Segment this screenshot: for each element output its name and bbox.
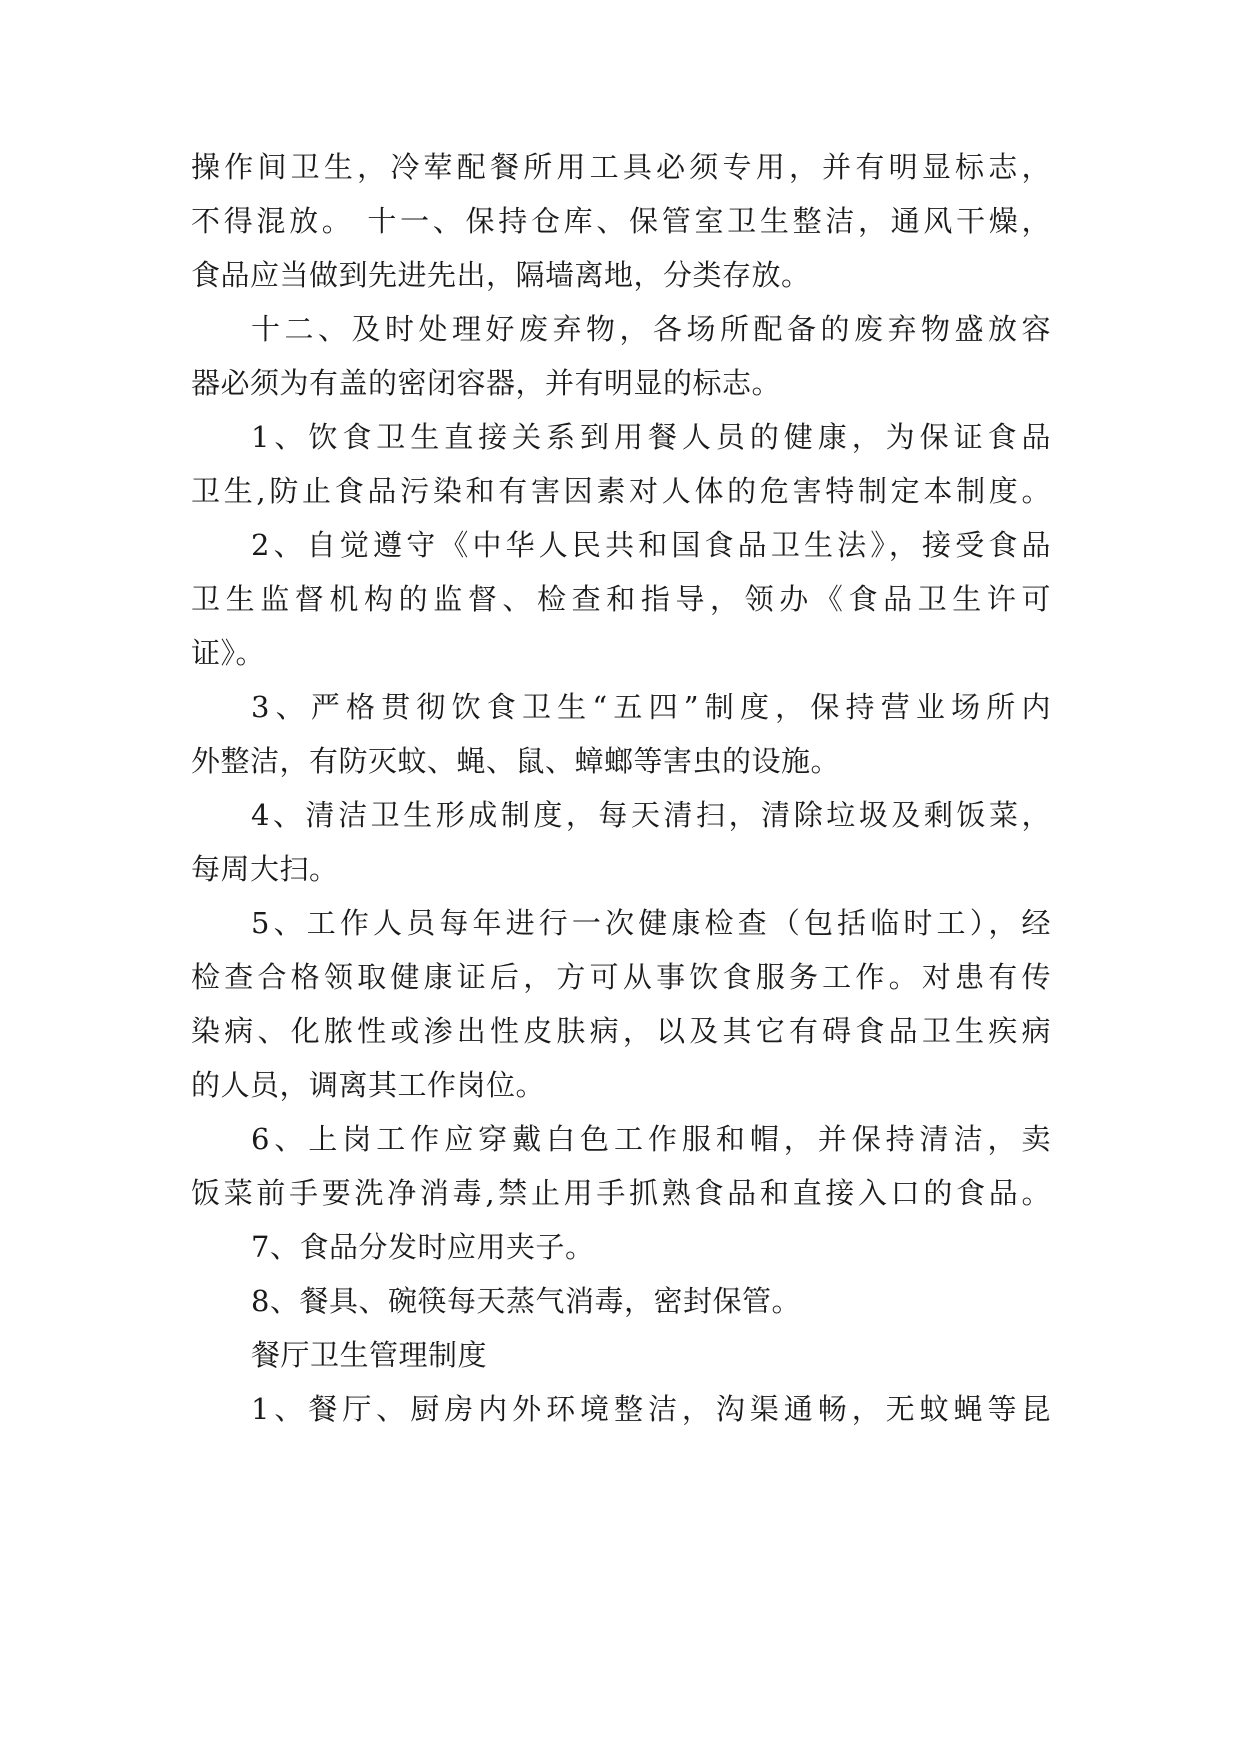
text-line: 食品应当做到先进先出，隔墙离地，分类存放。 — [191, 258, 811, 292]
text-line: 1、餐厅、厨房内外环境整洁，沟渠通畅，无蚊蝇等昆 — [251, 1392, 1051, 1426]
text-line: 操作间卫生，冷荤配餐所用工具必须专用，并有明显标志， — [191, 150, 1051, 184]
text-line: 1、饮食卫生直接关系到用餐人员的健康，为保证食品 — [251, 420, 1051, 454]
text-line: 2、自觉遵守《中华人民共和国食品卫生法》，接受食品 — [251, 528, 1051, 562]
text-line: 证》。 — [191, 636, 266, 670]
text-line: 5、工作人员每年进行一次健康检查（包括临时工），经 — [251, 906, 1051, 940]
text-line: 器必须为有盖的密闭容器，并有明显的标志。 — [191, 366, 782, 400]
text-line: 的人员，调离其工作岗位。 — [191, 1068, 546, 1102]
text-line: 3、严格贯彻饮食卫生“五四”制度，保持营业场所内 — [251, 690, 1051, 724]
text-line: 外整洁，有防灭蚊、蝇、鼠、蟑螂等害虫的设施。 — [191, 744, 841, 778]
text-line: 每周大扫。 — [191, 852, 339, 886]
text-line: 7、食品分发时应用夹子。 — [251, 1230, 595, 1264]
text-line: 卫生,防止食品污染和有害因素对人体的危害特制定本制度。 — [191, 474, 1051, 508]
text-line: 十二、及时处理好废弃物，各场所配备的废弃物盛放容 — [251, 312, 1051, 346]
section-heading: 餐厅卫生管理制度 — [251, 1338, 488, 1372]
text-line: 4、清洁卫生形成制度，每天清扫，清除垃圾及剩饭菜， — [251, 798, 1051, 832]
text-line: 8、餐具、碗筷每天蒸气消毒，密封保管。 — [251, 1284, 801, 1318]
text-line: 不得混放。 十一、保持仓库、保管室卫生整洁，通风干燥， — [191, 204, 1051, 238]
text-line: 检查合格领取健康证后，方可从事饮食服务工作。对患有传 — [191, 960, 1051, 994]
text-line: 卫生监督机构的监督、检查和指导，领办《食品卫生许可 — [191, 582, 1051, 616]
text-line: 6、上岗工作应穿戴白色工作服和帽，并保持清洁，卖 — [251, 1122, 1051, 1156]
text-line: 饭菜前手要洗净消毒,禁止用手抓熟食品和直接入口的食品。 — [191, 1176, 1051, 1210]
text-line: 染病、化脓性或渗出性皮肤病，以及其它有碍食品卫生疾病 — [191, 1014, 1051, 1048]
